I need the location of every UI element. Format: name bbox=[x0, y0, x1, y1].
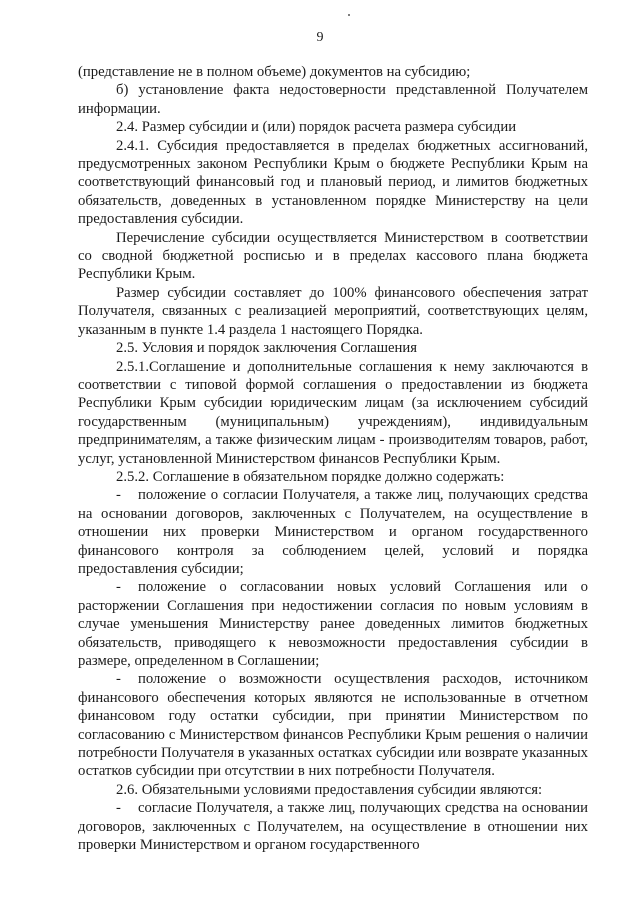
list-item-new-conditions: - положение о согласовании новых условий Соглашения или о расторжении Соглашения при недостижении согласия по новым условиям в случае уменьшения Министерству ранее доведенных лимитов бюджетных обязательств, приводящего к невозможности предоставления субсидии в размере, определенном в Соглашении; bbox=[78, 579, 588, 669]
paragraph-2-5-2: 2.5.2. Соглашение в обязательном порядке должно содержать: bbox=[116, 468, 505, 485]
section-heading-2-5: 2.5. Условия и порядок заключения Соглашения bbox=[116, 340, 418, 357]
list-item-consent-condition: - согласие Получателя, а также лиц, получающих средства на основании договоров, заключенных с Получателем, на осуществление в отношении них проверки Министерством и органом государственного bbox=[78, 800, 588, 854]
document-body bbox=[78, 63, 588, 854]
list-item-remaining-funds: - положение о возможности осуществления расходов, источником финансового обеспечения которых являются не использованные в отчетном финансовом году остатки субсидии, при принятии Министерством по согласованию с Министерством финансов Республики Крым решения о наличии потребности Получателя в указанных остатках субсидии или возврате указанных остатков субсидии при отсутствии в них потребности Получателя. bbox=[78, 671, 588, 780]
section-heading-2-6: 2.6. Обязательными условиями предоставления субсидии являются: bbox=[116, 781, 543, 798]
paragraph-subsidy-size: Размер субсидии составляет до 100% финансового обеспечения затрат Получателя, связанных с реализацией мероприятий, соответствующих целям, указанным в пункте 1.4 раздела 1 настоящего Порядка. bbox=[78, 284, 588, 338]
paragraph-transfer: Перечисление субсидии осуществляется Министерством в соответствии со сводной бюджетной росписью и в пределах кассового плана бюджета Республики Крым. bbox=[78, 229, 588, 283]
list-item-consent-provision: - положение о согласии Получателя, а также лиц, получающих средства на основании договоров, заключенных с Получателем, на осуществление в отношении них проверки Министерством и органом государственного финансового контроля за соблюдением целей, условий и порядка предоставления субсидии; bbox=[78, 487, 588, 577]
section-heading-2-4: 2.4. Размер субсидии и (или) порядок расчета размера субсидии bbox=[116, 119, 517, 136]
paragraph-2-5-1: 2.5.1.Соглашение и дополнительные соглашения к нему заключаются в соответствии с типовой формой соглашения о предоставлении из бюджета Республики Крым субсидии юридическим лицам (за исключением субсидий государственным (муниципальным) учреждениям), индивидуальным предпринимателям, а также физическим лицам - производителям товаров, работ, услуг, установленной Министерством финансов Республики Крым. bbox=[78, 358, 588, 467]
paragraph-continuation: (представление не в полном объеме) документов на субсидию; bbox=[78, 64, 471, 80]
scan-speck bbox=[348, 14, 350, 16]
paragraph-2-4-1: 2.4.1. Субсидия предоставляется в пределах бюджетных ассигнований, предусмотренных законом Республики Крым о бюджете Республики Крым на соответствующий финансовый год и плановый период, и лимитов бюджетных обязательств, доведенных в установленном порядке Министерству на цели предоставления субсидии. bbox=[78, 137, 588, 228]
page-number: 9 bbox=[316, 30, 324, 45]
paragraph-item-b: б) установление факта недостоверности представленной Получателем информации. bbox=[78, 82, 588, 117]
